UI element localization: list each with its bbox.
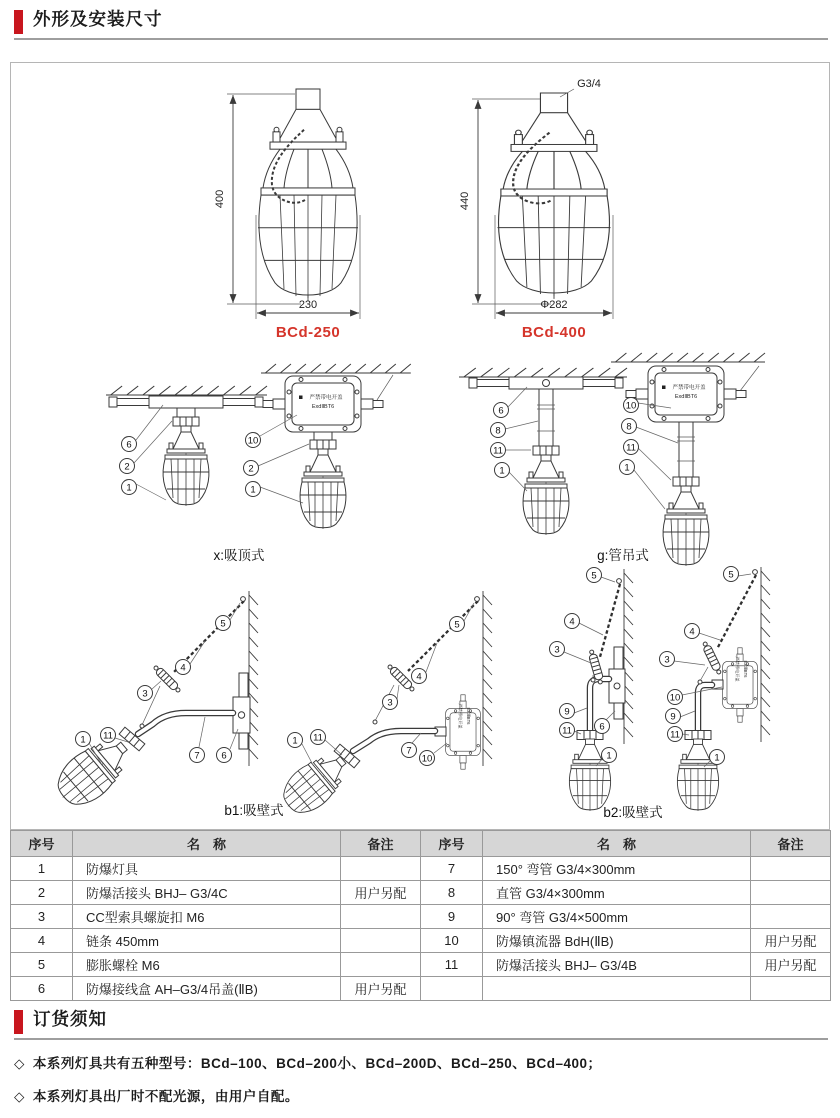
cell-name: CC型索具螺旋扣 M6: [73, 905, 341, 929]
svg-text:1: 1: [499, 465, 505, 477]
cell-note: 用户另配: [751, 953, 831, 977]
note-item: [14, 1085, 602, 1105]
svg-text:11: 11: [670, 729, 680, 741]
ballast-warning-text: 严禁带电开盖: [735, 656, 740, 682]
svg-text:8: 8: [626, 421, 632, 433]
svg-text:1: 1: [624, 462, 630, 474]
note-text: 本系列灯具共有五种型号：BCd–100、BCd–200小、BCd–200D、BCd–250、BCd–400；: [32, 1056, 602, 1071]
callout-11: [560, 723, 575, 738]
cell-name: 防爆活接头 BHJ– G3/4B: [483, 953, 751, 977]
ceiling-hatch: [611, 353, 765, 362]
caption-pipe-mount: g:管吊式: [597, 548, 649, 563]
callout-1: [710, 750, 725, 765]
callout-4: [412, 669, 427, 684]
svg-text:10: 10: [247, 435, 259, 447]
callout-7: [402, 743, 417, 758]
cell-note: [341, 905, 421, 929]
header-name: 名 称: [73, 831, 341, 857]
cell-no: 7: [421, 857, 483, 881]
model-label-bcd400: BCd-400: [521, 324, 587, 341]
cell-name: 链条 450mm: [73, 929, 341, 953]
callout-1: [620, 460, 635, 475]
header-note: 备注: [341, 831, 421, 857]
callout-11: [101, 728, 116, 743]
cell-note: [341, 929, 421, 953]
callout-10: [420, 751, 435, 766]
cell-name: [483, 977, 751, 1001]
cell-no: 2: [11, 881, 73, 905]
cell-name: 150° 弯管 G3/4×300mm: [483, 857, 751, 881]
callout-1: [76, 732, 91, 747]
dim-width-250: 230: [298, 299, 318, 311]
mount-pipe-left: [459, 368, 630, 535]
svg-text:1: 1: [250, 484, 256, 496]
callout-4: [176, 660, 191, 675]
union-joint: [310, 440, 336, 449]
svg-text:10: 10: [625, 400, 637, 412]
svg-text:11: 11: [313, 732, 323, 744]
callout-10: [624, 398, 639, 413]
dim-width-400: Φ282: [540, 299, 568, 311]
callout-1: [288, 733, 303, 748]
callout-6: [122, 437, 137, 452]
wall-hatch: [483, 591, 492, 766]
cell-note: 用户另配: [751, 929, 831, 953]
red-accent-bar: [14, 1010, 23, 1034]
wall-hatch: [761, 567, 770, 742]
wall-hatch: [624, 569, 633, 744]
ballast-mark-text: ExdⅡBT6: [311, 404, 335, 410]
cell-note: 用户另配: [341, 977, 421, 1001]
svg-text:1: 1: [292, 735, 298, 747]
callout-7: [190, 748, 205, 763]
svg-text:1: 1: [126, 482, 132, 494]
callout-1: [495, 463, 510, 478]
cell-note: [751, 857, 831, 881]
callout-1: [122, 480, 137, 495]
svg-text:8: 8: [495, 425, 501, 437]
mount-wall1-right: [275, 591, 492, 822]
svg-text:3: 3: [387, 697, 393, 709]
mount-ceiling-right: [244, 364, 411, 529]
cell-name: 直管 G3/4×300mm: [483, 881, 751, 905]
callout-6: [217, 748, 232, 763]
cell-no: 5: [11, 953, 73, 977]
mount-pipe-right: [611, 353, 765, 566]
cell-name: 90° 弯管 G3/4×500mm: [483, 905, 751, 929]
ballast-mark-text: ExdⅡBT6: [466, 707, 471, 725]
svg-text:6: 6: [498, 405, 504, 417]
union-joint: [533, 446, 559, 455]
svg-text:6: 6: [126, 439, 132, 451]
wall-hatch: [249, 591, 258, 766]
svg-text:9: 9: [670, 711, 676, 723]
callout-3: [660, 652, 675, 667]
lamp: [523, 455, 569, 535]
table-row: [11, 857, 831, 881]
cell-note: [751, 881, 831, 905]
lamp: [163, 426, 209, 506]
header-note: 备注: [751, 831, 831, 857]
svg-text:1: 1: [606, 750, 612, 762]
svg-text:11: 11: [562, 725, 572, 737]
callout-9: [560, 704, 575, 719]
ceiling-junction-plate: [109, 396, 263, 408]
svg-text:11: 11: [626, 442, 636, 454]
callout-10: [668, 690, 683, 705]
ballast-mark-text: ExdⅡBT6: [743, 660, 748, 678]
svg-text:6: 6: [599, 721, 605, 733]
cell-name: 膨胀螺栓 M6: [73, 953, 341, 977]
cell-name: 防爆活接头 BHJ– G3/4C: [73, 881, 341, 905]
callout-11: [491, 443, 506, 458]
callout-5: [450, 617, 465, 632]
svg-text:3: 3: [554, 644, 560, 656]
svg-text:5: 5: [591, 570, 597, 582]
mount-wall1-left: [48, 591, 258, 815]
svg-text:2: 2: [248, 463, 254, 475]
callout-4: [685, 624, 700, 639]
callout-6: [494, 403, 509, 418]
callout-3: [138, 686, 153, 701]
svg-text:9: 9: [564, 706, 570, 718]
callout-3: [550, 642, 565, 657]
svg-text:7: 7: [194, 750, 200, 762]
table-row: [11, 881, 831, 905]
table-row: [11, 929, 831, 953]
note-text: 本系列灯具出厂时不配光源，由用户自配。: [32, 1089, 299, 1104]
union-joint: [673, 477, 699, 486]
note-item: [14, 1052, 602, 1072]
svg-text:7: 7: [406, 745, 412, 757]
cell-no: 3: [11, 905, 73, 929]
cell-note: [341, 953, 421, 977]
thread-label: G3/4: [577, 78, 601, 90]
section-header-dimensions: [14, 6, 828, 40]
table-row: [11, 905, 831, 929]
callout-5: [216, 616, 231, 631]
callout-8: [622, 419, 637, 434]
dim-height-400: 440: [459, 191, 471, 211]
svg-text:11: 11: [103, 730, 113, 742]
union-joint: [173, 417, 199, 426]
lamp: [677, 739, 718, 811]
callout-9: [666, 709, 681, 724]
diamond-bullet-icon: ◇: [14, 1056, 25, 1071]
callout-11: [668, 727, 683, 742]
cell-no: 11: [421, 953, 483, 977]
cell-no: 1: [11, 857, 73, 881]
callout-4: [565, 614, 580, 629]
caption-wall2-mount: b2:吸壁式: [603, 805, 663, 820]
caption-ceiling-mount: x:吸顶式: [213, 548, 265, 563]
header-name: 名 称: [483, 831, 751, 857]
header-no: 序号: [11, 831, 73, 857]
caption-wall1-mount: b1:吸壁式: [224, 803, 284, 818]
callout-11: [311, 730, 326, 745]
cell-no: 6: [11, 977, 73, 1001]
cell-note: [751, 905, 831, 929]
header-no: 序号: [421, 831, 483, 857]
callout-2: [244, 461, 259, 476]
ceiling-hatch: [459, 368, 627, 377]
cell-note: 用户另配: [341, 881, 421, 905]
model-label-bcd250: BCd-250: [275, 324, 341, 341]
bcd400-drawing: [459, 78, 613, 341]
callout-8: [491, 423, 506, 438]
svg-text:6: 6: [221, 750, 227, 762]
svg-text:3: 3: [664, 654, 670, 666]
lamp-front-view: [258, 89, 358, 301]
mount-wall2-right: [660, 567, 771, 812]
svg-text:10: 10: [421, 753, 433, 765]
red-accent-bar: [14, 10, 23, 34]
lamp: [663, 486, 709, 566]
callout-10: [246, 433, 261, 448]
ceiling-hatch: [106, 386, 267, 395]
ballast-warning-text: 严禁带电开盖: [672, 385, 706, 391]
svg-text:4: 4: [180, 662, 186, 674]
cell-name: 防爆灯具: [73, 857, 341, 881]
svg-text:5: 5: [454, 619, 460, 631]
cell-no: 9: [421, 905, 483, 929]
callout-5: [724, 567, 739, 582]
lamp-front-view: [498, 93, 611, 299]
svg-text:1: 1: [714, 752, 720, 764]
section-title-dimensions: 外形及安装尺寸: [33, 9, 163, 29]
table-header-row: [11, 831, 831, 857]
section-header-ordering: [14, 1006, 828, 1040]
svg-text:5: 5: [728, 569, 734, 581]
cell-no: 4: [11, 929, 73, 953]
ballast-warning-text: 严禁带电开盖: [309, 395, 343, 401]
callout-5: [587, 568, 602, 583]
parts-table: [10, 830, 831, 1001]
mount-wall2-left: [550, 568, 634, 812]
svg-text:11: 11: [493, 445, 503, 457]
ceiling-hatch: [261, 364, 411, 373]
svg-text:10: 10: [669, 692, 681, 704]
table-row: [11, 953, 831, 977]
mount-ceiling-left: [106, 386, 267, 506]
drawings-panel: [10, 62, 830, 830]
svg-text:4: 4: [416, 671, 422, 683]
cell-name: 防爆镇流器 BdH(ⅡB): [483, 929, 751, 953]
callout-3: [383, 695, 398, 710]
svg-text:5: 5: [220, 618, 226, 630]
diamond-bullet-icon: ◇: [14, 1089, 25, 1104]
lamp: [300, 449, 346, 529]
svg-text:4: 4: [689, 626, 695, 638]
callout-11: [624, 440, 639, 455]
ordering-notes: [14, 1052, 602, 1118]
cell-no: 8: [421, 881, 483, 905]
svg-text:4: 4: [569, 616, 575, 628]
cell-note: [751, 977, 831, 1001]
callout-2: [120, 459, 135, 474]
callout-6: [595, 719, 610, 734]
cell-name: 防爆接线盒 AH–G3/4吊盖(ⅡB): [73, 977, 341, 1001]
callout-1: [246, 482, 261, 497]
section-title-ordering: 订货须知: [33, 1009, 107, 1029]
cell-note: [341, 857, 421, 881]
cell-no: 10: [421, 929, 483, 953]
callout-1: [602, 748, 617, 763]
svg-text:2: 2: [124, 461, 130, 473]
bcd250-drawing: [214, 89, 360, 341]
dim-height-250: 400: [214, 189, 226, 209]
ballast-mark-text: ExdⅡBT6: [674, 394, 698, 400]
ballast-warning-text: 严禁带电开盖: [458, 703, 463, 729]
table-row: [11, 977, 831, 1001]
svg-text:1: 1: [80, 734, 86, 746]
svg-text:3: 3: [142, 688, 148, 700]
cell-no: [421, 977, 483, 1001]
